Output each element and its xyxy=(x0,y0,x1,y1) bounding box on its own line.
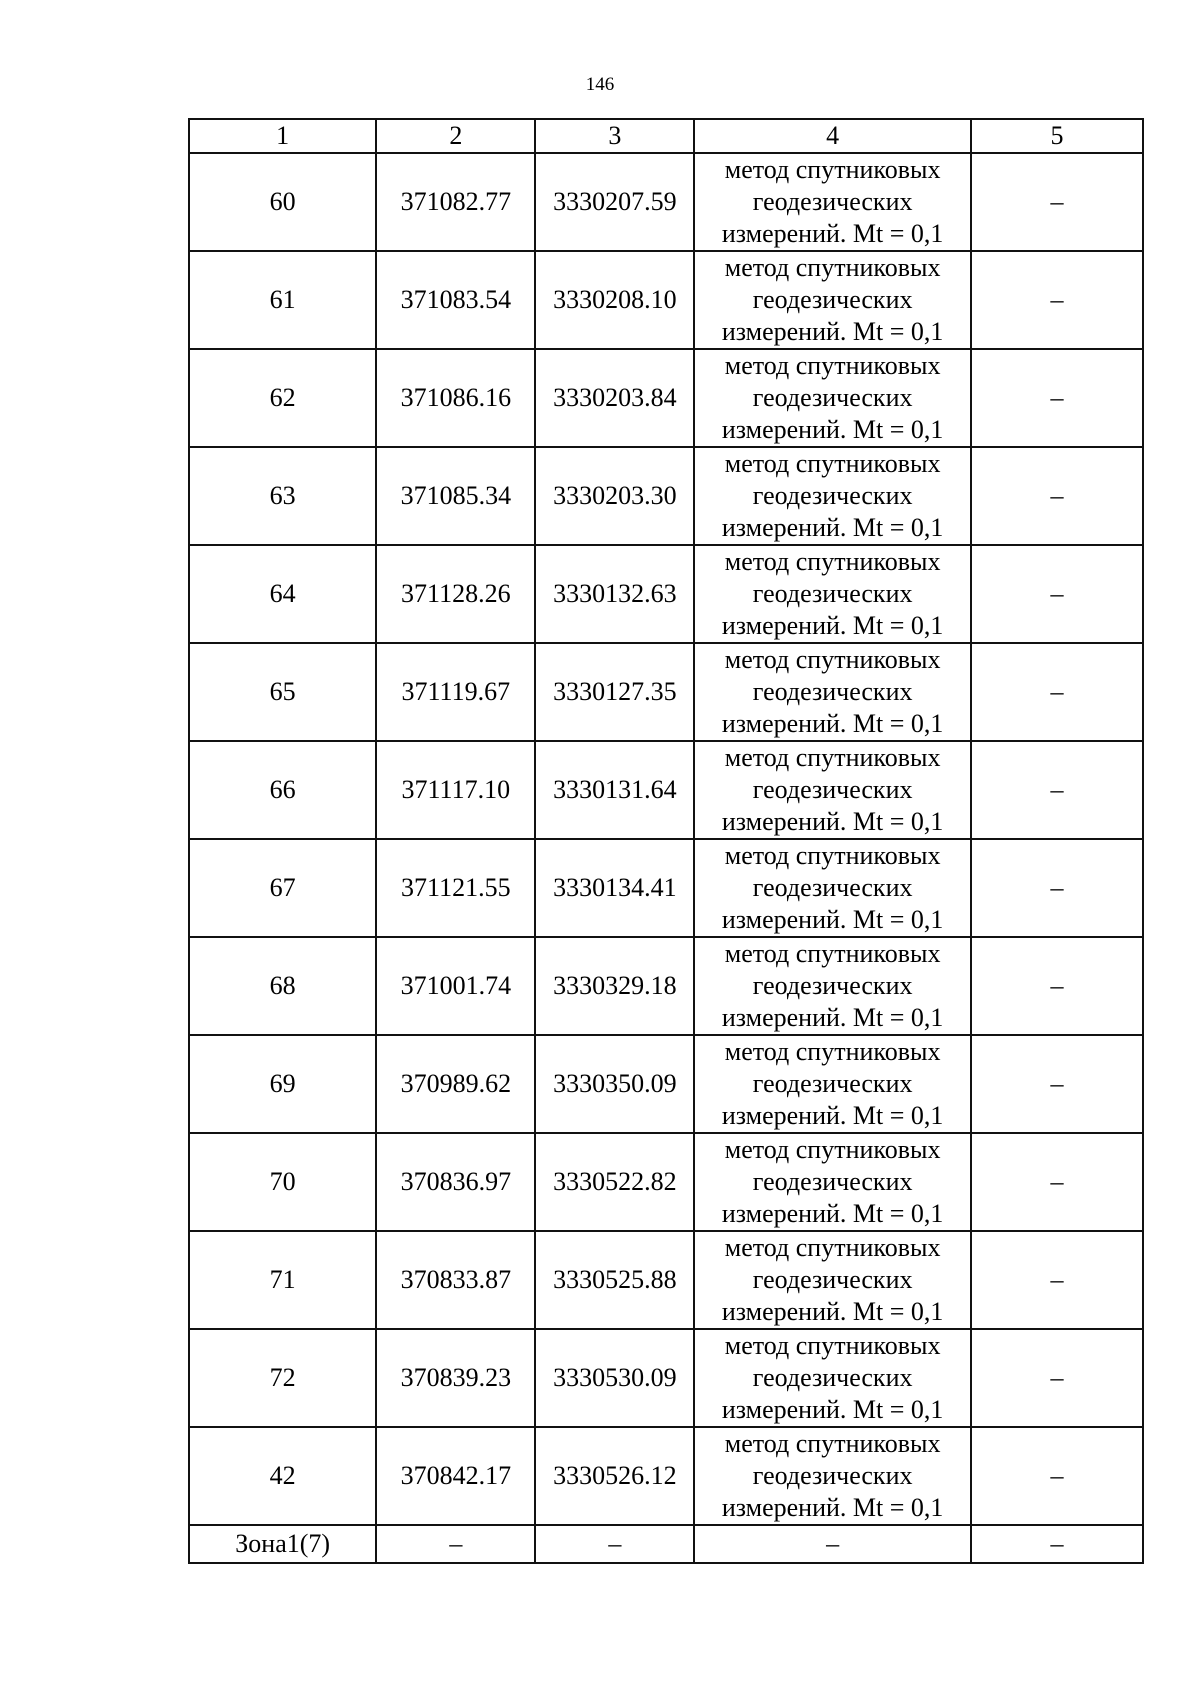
header-col-3: 3 xyxy=(535,119,694,153)
method-description xyxy=(694,349,971,447)
table-row xyxy=(189,839,1143,937)
table-row xyxy=(189,251,1143,349)
header-col-1: 1 xyxy=(189,119,376,153)
coordinate-y: 3330203.84 xyxy=(535,349,694,447)
method-line: измерений. Mt = 0,1 xyxy=(721,219,944,248)
method-line: метод спутниковых xyxy=(724,743,941,772)
note-value: – xyxy=(971,1231,1143,1329)
note-value: – xyxy=(971,1427,1143,1525)
table-body xyxy=(189,153,1143,1563)
header-col-2: 2 xyxy=(376,119,535,153)
coordinate-x: 371128.26 xyxy=(376,545,535,643)
method-line: метод спутниковых xyxy=(724,1135,941,1164)
method-line: геодезических xyxy=(752,677,913,706)
method-line: метод спутниковых xyxy=(724,155,941,184)
note-value: – xyxy=(971,545,1143,643)
method-description xyxy=(694,1427,971,1525)
note-value: – xyxy=(971,153,1143,251)
note-value: – xyxy=(971,643,1143,741)
zone-empty-value: – xyxy=(694,1525,971,1563)
table-row xyxy=(189,1133,1143,1231)
point-number: 69 xyxy=(189,1035,376,1133)
note-value: – xyxy=(971,1133,1143,1231)
table-row xyxy=(189,1231,1143,1329)
method-line: метод спутниковых xyxy=(724,449,941,478)
method-line: измерений. Mt = 0,1 xyxy=(721,415,944,444)
coordinate-x: 370989.62 xyxy=(376,1035,535,1133)
method-line: геодезических xyxy=(752,1265,913,1294)
method-line: метод спутниковых xyxy=(724,1331,941,1360)
coordinate-y: 3330207.59 xyxy=(535,153,694,251)
coordinates-table xyxy=(188,118,1144,1564)
header-col-5: 5 xyxy=(971,119,1143,153)
method-line: измерений. Mt = 0,1 xyxy=(721,1297,944,1326)
note-value: – xyxy=(971,937,1143,1035)
method-line: геодезических xyxy=(752,1363,913,1392)
method-description xyxy=(694,741,971,839)
zone-row xyxy=(189,1525,1143,1563)
method-line: метод спутниковых xyxy=(724,253,941,282)
method-line: измерений. Mt = 0,1 xyxy=(721,1493,944,1522)
method-line: метод спутниковых xyxy=(724,547,941,576)
coordinate-y: 3330525.88 xyxy=(535,1231,694,1329)
coordinate-y: 3330131.64 xyxy=(535,741,694,839)
coordinate-y: 3330329.18 xyxy=(535,937,694,1035)
coordinate-x: 370842.17 xyxy=(376,1427,535,1525)
method-line: измерений. Mt = 0,1 xyxy=(721,905,944,934)
method-line: метод спутниковых xyxy=(724,1233,941,1262)
coordinate-x: 371119.67 xyxy=(376,643,535,741)
method-line: метод спутниковых xyxy=(724,645,941,674)
coordinate-x: 371117.10 xyxy=(376,741,535,839)
coordinate-x: 371001.74 xyxy=(376,937,535,1035)
zone-label: Зона1(7) xyxy=(189,1525,376,1563)
method-description xyxy=(694,153,971,251)
note-value: – xyxy=(971,251,1143,349)
coordinate-x: 371086.16 xyxy=(376,349,535,447)
method-line: измерений. Mt = 0,1 xyxy=(721,317,944,346)
note-value: – xyxy=(971,741,1143,839)
method-description xyxy=(694,1231,971,1329)
zone-empty-value: – xyxy=(376,1525,535,1563)
method-line: измерений. Mt = 0,1 xyxy=(721,513,944,542)
coordinate-x: 371083.54 xyxy=(376,251,535,349)
point-number: 63 xyxy=(189,447,376,545)
method-line: измерений. Mt = 0,1 xyxy=(721,611,944,640)
method-description xyxy=(694,1133,971,1231)
table-row xyxy=(189,1427,1143,1525)
point-number: 66 xyxy=(189,741,376,839)
method-line: геодезических xyxy=(752,1069,913,1098)
method-line: измерений. Mt = 0,1 xyxy=(721,1199,944,1228)
note-value: – xyxy=(971,839,1143,937)
point-number: 70 xyxy=(189,1133,376,1231)
method-description xyxy=(694,251,971,349)
point-number: 61 xyxy=(189,251,376,349)
method-description xyxy=(694,1035,971,1133)
method-line: геодезических xyxy=(752,873,913,902)
point-number: 65 xyxy=(189,643,376,741)
table-row xyxy=(189,349,1143,447)
table-row xyxy=(189,937,1143,1035)
method-line: измерений. Mt = 0,1 xyxy=(721,1101,944,1130)
method-line: метод спутниковых xyxy=(724,939,941,968)
zone-empty-value: – xyxy=(535,1525,694,1563)
method-description xyxy=(694,545,971,643)
method-description xyxy=(694,1329,971,1427)
method-line: измерений. Mt = 0,1 xyxy=(721,1395,944,1424)
method-line: геодезических xyxy=(752,1167,913,1196)
method-line: метод спутниковых xyxy=(724,351,941,380)
table-row xyxy=(189,1329,1143,1427)
point-number: 42 xyxy=(189,1427,376,1525)
point-number: 67 xyxy=(189,839,376,937)
method-line: измерений. Mt = 0,1 xyxy=(721,1003,944,1032)
table-row xyxy=(189,1035,1143,1133)
point-number: 62 xyxy=(189,349,376,447)
method-line: геодезических xyxy=(752,481,913,510)
method-line: геодезических xyxy=(752,187,913,216)
header-col-4: 4 xyxy=(694,119,971,153)
point-number: 64 xyxy=(189,545,376,643)
method-description xyxy=(694,643,971,741)
method-line: геодезических xyxy=(752,775,913,804)
table-row xyxy=(189,545,1143,643)
method-line: геодезических xyxy=(752,285,913,314)
note-value: – xyxy=(971,1035,1143,1133)
note-value: – xyxy=(971,447,1143,545)
table-row xyxy=(189,153,1143,251)
method-line: метод спутниковых xyxy=(724,841,941,870)
coordinate-x: 371121.55 xyxy=(376,839,535,937)
note-value: – xyxy=(971,349,1143,447)
coordinate-y: 3330127.35 xyxy=(535,643,694,741)
coordinate-x: 371085.34 xyxy=(376,447,535,545)
table-row xyxy=(189,643,1143,741)
coordinate-x: 370839.23 xyxy=(376,1329,535,1427)
method-description xyxy=(694,447,971,545)
point-number: 71 xyxy=(189,1231,376,1329)
method-line: метод спутниковых xyxy=(724,1037,941,1066)
coordinate-y: 3330134.41 xyxy=(535,839,694,937)
coordinate-y: 3330208.10 xyxy=(535,251,694,349)
note-value: – xyxy=(971,1329,1143,1427)
zone-empty-value: – xyxy=(971,1525,1143,1563)
point-number: 72 xyxy=(189,1329,376,1427)
table-row xyxy=(189,447,1143,545)
method-line: геодезических xyxy=(752,383,913,412)
coordinate-y: 3330350.09 xyxy=(535,1035,694,1133)
coordinate-y: 3330530.09 xyxy=(535,1329,694,1427)
method-line: геодезических xyxy=(752,1461,913,1490)
coordinate-x: 371082.77 xyxy=(376,153,535,251)
point-number: 68 xyxy=(189,937,376,1035)
method-description xyxy=(694,839,971,937)
method-line: метод спутниковых xyxy=(724,1429,941,1458)
method-line: измерений. Mt = 0,1 xyxy=(721,709,944,738)
coordinate-y: 3330203.30 xyxy=(535,447,694,545)
coordinate-y: 3330132.63 xyxy=(535,545,694,643)
table-row xyxy=(189,741,1143,839)
coordinate-x: 370833.87 xyxy=(376,1231,535,1329)
method-line: измерений. Mt = 0,1 xyxy=(721,807,944,836)
point-number: 60 xyxy=(189,153,376,251)
coordinate-y: 3330526.12 xyxy=(535,1427,694,1525)
page-number: 146 xyxy=(585,74,615,95)
method-line: геодезических xyxy=(752,971,913,1000)
header-row xyxy=(189,119,1143,153)
table-header xyxy=(189,119,1143,153)
method-line: геодезических xyxy=(752,579,913,608)
coordinate-y: 3330522.82 xyxy=(535,1133,694,1231)
method-description xyxy=(694,937,971,1035)
coordinate-x: 370836.97 xyxy=(376,1133,535,1231)
